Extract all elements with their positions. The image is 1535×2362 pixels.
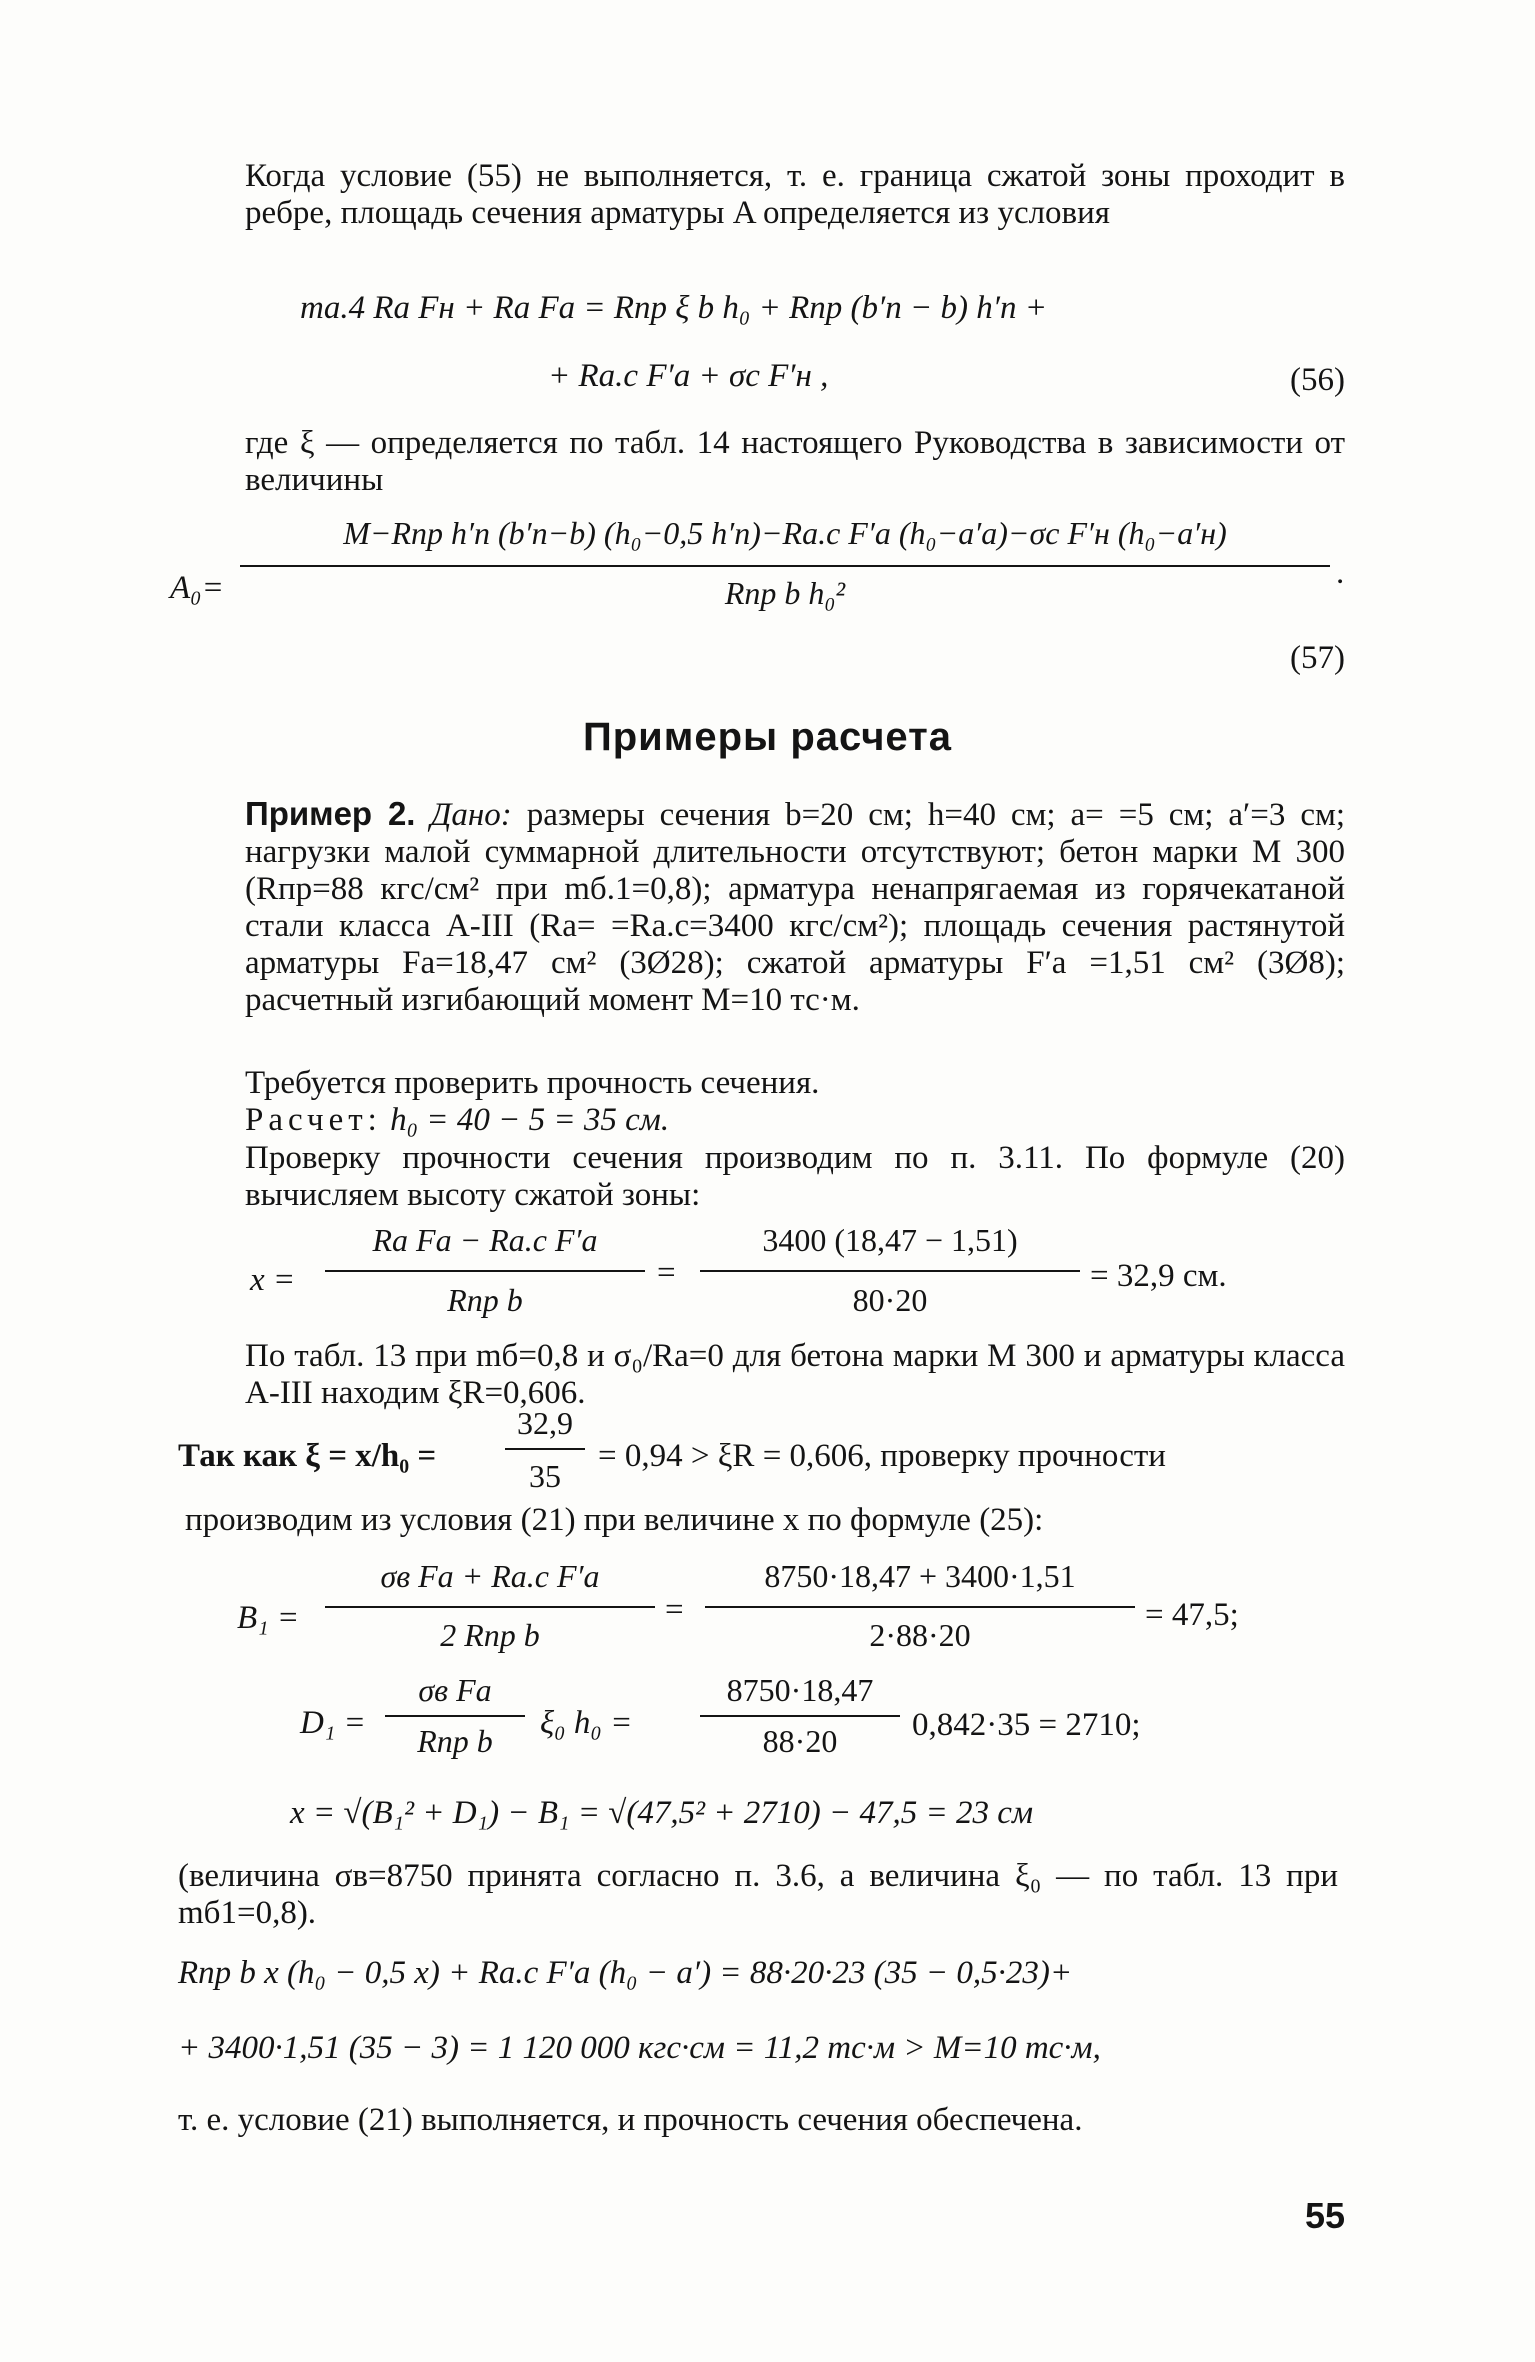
equation-x-bar-2 (700, 1270, 1080, 1272)
requirement-line: Требуется проверить прочность сечения. (245, 1065, 820, 1101)
final-equation-line-1: Rпр b x (h₀ − 0,5 x) + Rа.с F′а (h₀ − a′) = 88·20·23 (35 − 0,5·23)+ (178, 1955, 1073, 1991)
intro-paragraph: Когда условие (55) не выполняется, т. е. граница сжатой зоны проходит в ребре, площадь сечения арматуры A определяется из условия (245, 158, 1345, 231)
equation-b1-numerator-1: σв Fа + Rа.с F′а (380, 1558, 600, 1594)
equation-b1-equals: = (665, 1592, 684, 1628)
calculation-label: Расчет: (245, 1102, 382, 1138)
equation-56-number: (56) (1290, 362, 1345, 398)
note-paragraph: (величина σв=8750 принята согласно п. 3.6, а величина ξ₀ — по табл. 13 при mб1=0,8). (178, 1858, 1338, 1931)
equation-x-lhs: x = (250, 1262, 296, 1298)
equation-x-numerator-2: 3400 (18,47 − 1,51) (762, 1222, 1018, 1258)
equation-56-line-2: + Rа.с F′а + σс F′н , (548, 358, 829, 394)
equation-57-fraction-bar (240, 565, 1330, 567)
equation-d1-lhs: D₁ = (300, 1705, 366, 1741)
equation-56-line-1: mа.4 Rа Fн + Rа Fа = Rпр ξ b h₀ + Rпр (b′п − b) h′п + (300, 290, 1048, 326)
equation-b1-denominator-2: 2·88·20 (869, 1617, 971, 1653)
equation-x-root: x = √(B₁² + D₁) − B₁ = √(47,5² + 2710) − 47,5 = 23 см (290, 1795, 1034, 1831)
check-paragraph: Проверку прочности сечения производим по п. 3.11. По формуле (20) вычисляем высоту сжатой зоны: (245, 1140, 1345, 1213)
equation-d1-numerator-2: 8750·18,47 (726, 1672, 874, 1708)
calculation-text: h₀ = 40 − 5 = 35 см. (390, 1102, 670, 1138)
equation-d1-result: 0,842·35 = 2710; (912, 1707, 1141, 1743)
equation-x-result: = 32,9 см. (1090, 1258, 1227, 1294)
final-equation-line-2: + 3400·1,51 (35 − 3) = 1 120 000 кгс·см = 11,2 тс·м > M=10 тс·м, (178, 2030, 1101, 2066)
calculation-line (245, 1102, 669, 1139)
equation-x-denominator-2: 80·20 (852, 1282, 928, 1318)
equation-d1-numerator-1: σв Fа (418, 1672, 492, 1708)
since-prefix: Так как ξ = x/h₀ = (178, 1438, 437, 1474)
since-line-2: производим из условия (21) при величине x по формуле (25): (185, 1502, 1044, 1538)
since-bar (505, 1448, 585, 1450)
equation-57-denominator: Rпр b h₀² (724, 575, 846, 611)
example-given-label: Дано: (430, 797, 512, 833)
equation-x-numerator-1: Rа Fа − Rа.с F′а (372, 1222, 598, 1258)
equation-57-lhs: A₀= (170, 570, 224, 606)
section-heading: Примеры расчета (583, 715, 952, 759)
since-numerator: 32,9 (517, 1405, 573, 1441)
example-2-paragraph (245, 795, 1345, 1019)
equation-x-denominator-1: Rпр b (447, 1282, 523, 1318)
equation-x-equals: = (657, 1255, 676, 1291)
equation-b1-result: = 47,5; (1145, 1597, 1239, 1633)
table-paragraph: По табл. 13 при mб=0,8 и σ₀/Rа=0 для бетона марки М 300 и арматуры класса А-III находим ξR=0,606. (245, 1338, 1345, 1411)
equation-b1-numerator-2: 8750·18,47 + 3400·1,51 (764, 1558, 1076, 1594)
equation-b1-lhs: B₁ = (237, 1600, 300, 1636)
equation-57-dot: . (1336, 555, 1345, 591)
equation-b1-denominator-1: 2 Rпр b (440, 1617, 540, 1653)
equation-b1-bar-2 (705, 1606, 1135, 1608)
example-label: Пример 2. (245, 795, 416, 832)
equation-d1-bar-2 (700, 1715, 900, 1717)
equation-d1-bar-1 (385, 1715, 525, 1717)
example-text: размеры сечения b=20 см; h=40 см; a= =5 см; a′=3 см; нагрузки малой суммарной длительности отсутствуют; бетон марки М 300 (Rпр=88 кгс/см² при mб.1=0,8); арматура ненапрягаемая из горячекатаной стали класса А-III (Rа= =Rа.с=3400 кгс/см²); площадь сечения растянутой арматуры Fа=18,47 см² (3Ø28); сжатой арматуры F′а =1,51 см² (3Ø8); расчетный изгибающий момент M=10 тс·м. (245, 797, 1346, 1018)
equation-b1-bar-1 (325, 1606, 655, 1608)
equation-d1-middle: ξ₀ h₀ = (540, 1705, 633, 1741)
page-number: 55 (1304, 2195, 1345, 2236)
equation-57-numerator: M−Rпр h′п (b′п−b) (h₀−0,5 h′п)−Rа.с F′а (h₀−a′а)−σс F′н (h₀−a′н) (343, 515, 1227, 551)
since-denominator: 35 (529, 1458, 561, 1494)
where-paragraph: где ξ — определяется по табл. 14 настоящего Руководства в зависимости от величины (245, 425, 1345, 498)
since-suffix: = 0,94 > ξR = 0,606, проверку прочности (598, 1438, 1166, 1474)
final-conclusion: т. е. условие (21) выполняется, и прочность сечения обеспечена. (178, 2102, 1083, 2138)
equation-d1-denominator-1: Rпр b (417, 1723, 493, 1759)
equation-d1-denominator-2: 88·20 (762, 1723, 838, 1759)
equation-57-number: (57) (1290, 640, 1345, 676)
equation-x-bar-1 (325, 1270, 645, 1272)
